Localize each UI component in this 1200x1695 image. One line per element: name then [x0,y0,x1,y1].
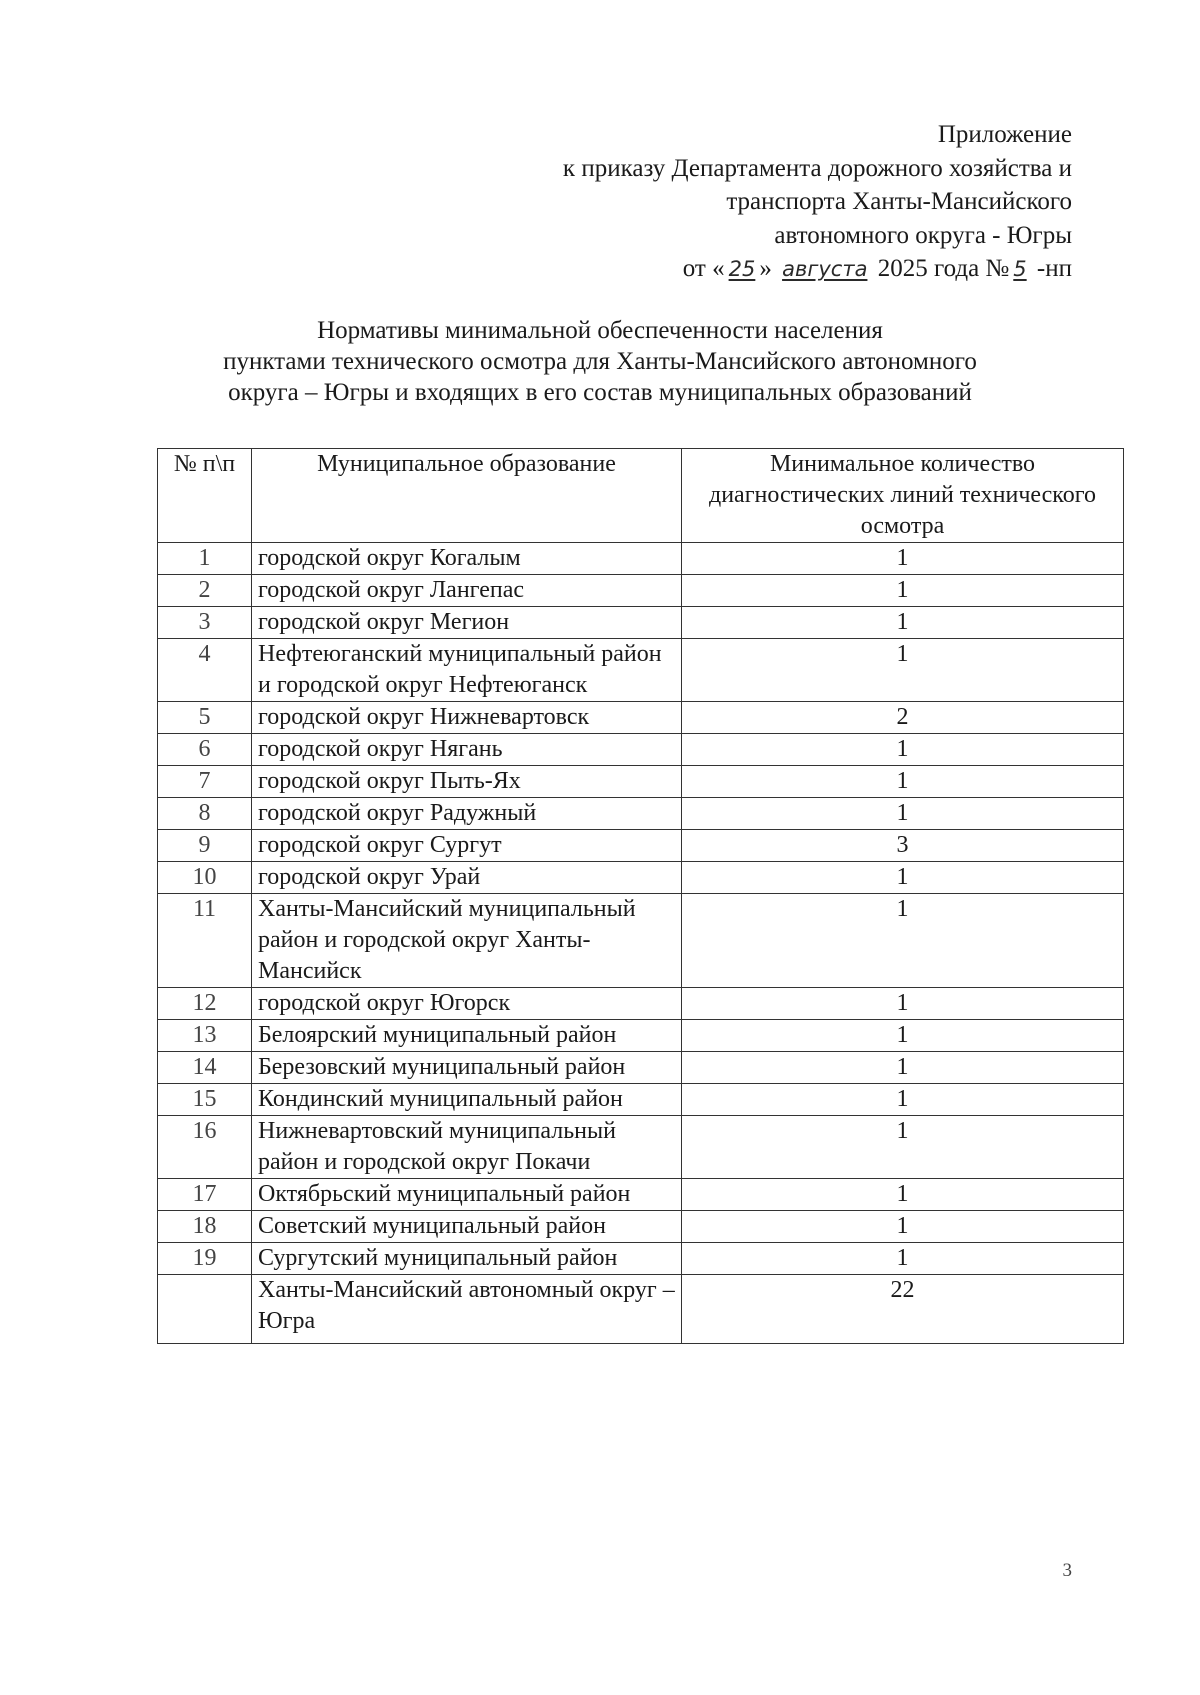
row-number: 3 [158,607,252,639]
row-number: 1 [158,543,252,575]
row-municipality: Ханты-Мансийский муниципальный район и городской округ Ханты-Мансийск [252,894,682,988]
row-min-lines: 1 [682,575,1124,607]
appendix-title: Приложение [937,121,1072,148]
row-municipality: Ханты-Мансийский автономный округ – Югра [252,1275,682,1344]
title-line-3: округа – Югры и входящих в его состав муниципальных образований [228,379,972,406]
table-row [158,830,1124,862]
table-row [158,1211,1124,1243]
norms-table [157,448,1124,1344]
row-min-lines: 1 [682,1052,1124,1084]
table-row [158,894,1124,988]
table-row [158,1084,1124,1116]
row-number: 4 [158,639,252,702]
row-municipality: городской округ Пыть-Ях [252,766,682,798]
row-municipality: городской округ Сургут [252,830,682,862]
appendix-line-3: транспорта Ханты-Мансийского [726,188,1072,215]
table-total-row [158,1275,1124,1344]
row-number: 11 [158,894,252,988]
appendix-block [372,118,1072,287]
table-row [158,766,1124,798]
header-municipality: Муниципальное образование [252,449,682,543]
header-number: № п\п [158,449,252,543]
row-municipality: городской округ Нижневартовск [252,702,682,734]
row-municipality: Кондинский муниципальный район [252,1084,682,1116]
table-row [158,862,1124,894]
table-row [158,1116,1124,1179]
row-min-lines: 1 [682,1243,1124,1275]
row-min-lines: 1 [682,734,1124,766]
document-title [150,315,1050,408]
row-number: 17 [158,1179,252,1211]
row-number: 15 [158,1084,252,1116]
row-municipality: Октябрьский муниципальный район [252,1179,682,1211]
row-number: 12 [158,988,252,1020]
table-row [158,702,1124,734]
row-min-lines: 1 [682,607,1124,639]
handwritten-day: 25 [728,257,756,281]
row-min-lines: 1 [682,543,1124,575]
table-row [158,607,1124,639]
appendix-date-line [372,252,1072,287]
row-number: 9 [158,830,252,862]
appendix-line-2: к приказу Департамента дорожного хозяйства и [562,154,1072,182]
row-number: 7 [158,766,252,798]
row-min-lines: 1 [682,862,1124,894]
order-suffix: -нп [1036,255,1072,282]
row-min-lines: 22 [682,1275,1124,1344]
row-municipality: городской округ Лангепас [252,575,682,607]
row-min-lines: 1 [682,1211,1124,1243]
row-number: 5 [158,702,252,734]
table-row [158,734,1124,766]
row-municipality: городской округ Радужный [252,798,682,830]
row-number: 14 [158,1052,252,1084]
table-row [158,575,1124,607]
row-min-lines: 2 [682,702,1124,734]
row-number: 2 [158,575,252,607]
table-row [158,1243,1124,1275]
table-row [158,639,1124,702]
row-min-lines: 1 [682,1020,1124,1052]
header-min-lines: Минимальное количество диагностических линий технического осмотра [682,449,1124,543]
row-min-lines: 3 [682,830,1124,862]
table-row [158,543,1124,575]
row-min-lines: 1 [682,1116,1124,1179]
row-number [158,1275,252,1344]
row-number: 6 [158,734,252,766]
row-municipality: Нижневартовский муниципальный район и городской округ Покачи [252,1116,682,1179]
row-min-lines: 1 [682,798,1124,830]
row-municipality: Советский муниципальный район [252,1211,682,1243]
row-municipality: Березовский муниципальный район [252,1052,682,1084]
page-number: 3 [1062,1560,1072,1581]
table-row [158,1052,1124,1084]
row-min-lines: 1 [682,894,1124,988]
handwritten-month: августа [782,257,868,281]
row-min-lines: 1 [682,1179,1124,1211]
row-number: 10 [158,862,252,894]
row-municipality: городской округ Мегион [252,607,682,639]
appendix-line-4: автономного округа - Югры [774,221,1072,249]
handwritten-order-number: 5 [1013,257,1027,281]
table-row [158,1020,1124,1052]
title-line-2: пунктами технического осмотра для Ханты-Мансийского автономного [223,348,977,375]
row-number: 19 [158,1243,252,1275]
title-line-1: Нормативы минимальной обеспеченности населения [317,317,883,344]
row-number: 8 [158,798,252,830]
row-municipality: городской округ Нягань [252,734,682,766]
table-row [158,798,1124,830]
table-row [158,1179,1124,1211]
table-header-row [158,449,1124,543]
row-min-lines: 1 [682,988,1124,1020]
row-municipality: городской округ Югорск [252,988,682,1020]
year-text: 2025 года № [877,255,1010,282]
row-municipality: городской округ Урай [252,862,682,894]
quote-close: » [759,255,772,282]
row-min-lines: 1 [682,1084,1124,1116]
date-prefix: от « [682,255,725,282]
row-min-lines: 1 [682,766,1124,798]
row-municipality: Белоярский муниципальный район [252,1020,682,1052]
table-row [158,988,1124,1020]
row-municipality: Сургутский муниципальный район [252,1243,682,1275]
row-number: 16 [158,1116,252,1179]
row-municipality: Нефтеюганский муниципальный район и городской округ Нефтеюганск [252,639,682,702]
row-min-lines: 1 [682,639,1124,702]
row-number: 13 [158,1020,252,1052]
row-number: 18 [158,1211,252,1243]
row-municipality: городской округ Когалым [252,543,682,575]
